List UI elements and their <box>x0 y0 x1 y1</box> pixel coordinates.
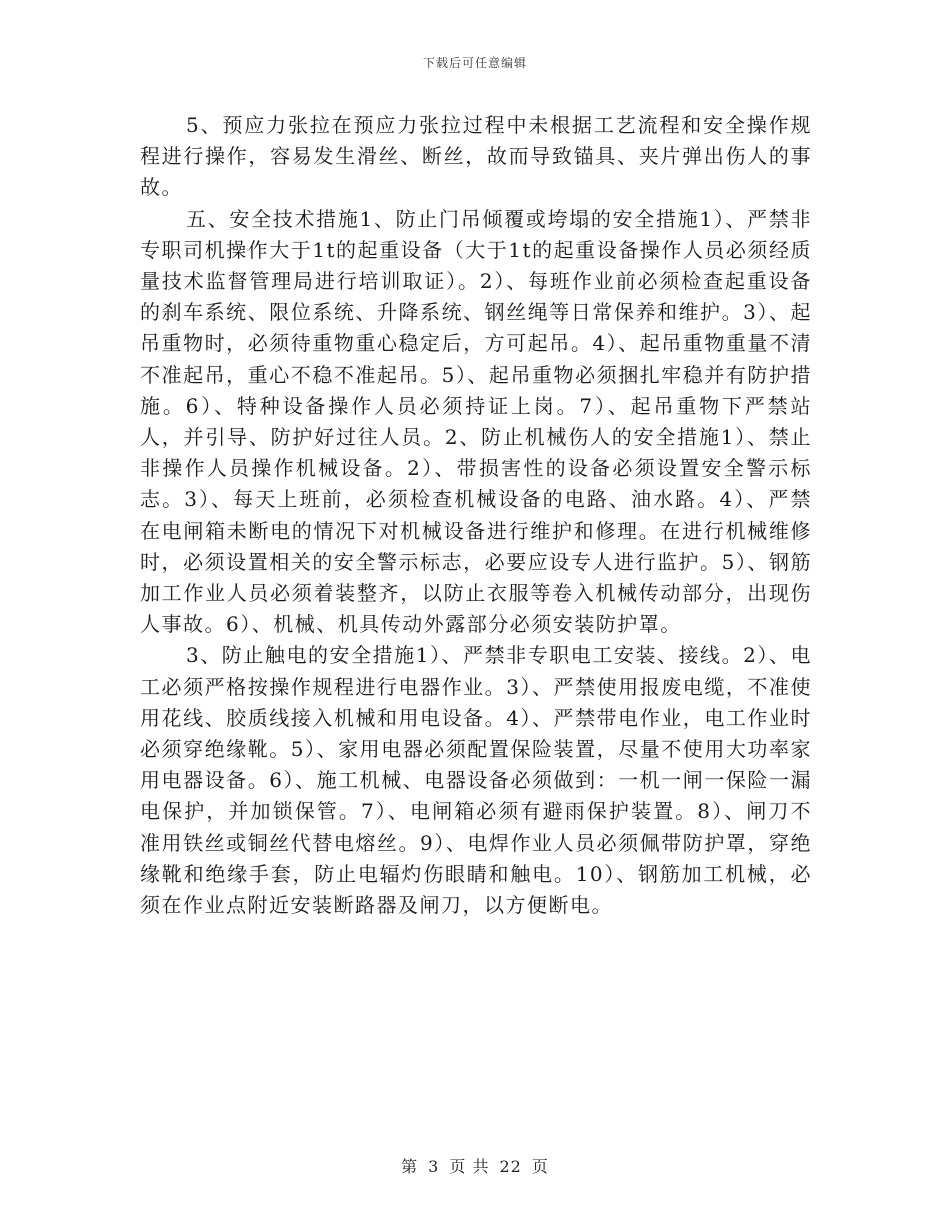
page-header: 下载后可任意编辑 <box>422 56 527 70</box>
paragraph-safety-measures: 五、安全技术措施1、防止门吊倾覆或垮塌的安全措施1）、严禁非专职司机操作大于1t的起重设备（大于1t的起重设备操作人员必须经质量技术监督管理局进行培训取证）。2）、每班作业前必须检查起重设备的刹车系统、限位系统、升降系统、钢丝绳等日常保养和维护。3）、起吊重物时，必须待重物重心稳定后，方可起吊。4）、起吊重物重量不清不准起吊，重心不稳不准起吊。5）、起吊重物必须捆扎牢稳并有防护措施。6）、特种设备操作人员必须持证上岗。7）、起吊重物下严禁站人，并引导、防护好过往人员。2、防止机械伤人的安全措施1）、禁止非操作人员操作机械设备。2）、带损害性的设备必须设置安全警示标志。3）、每天上班前，必须检查机械设备的电路、油水路。4）、严禁在电闸箱未断电的情况下对机械设备进行维护和修理。在进行机械维修时，必须设置相关的安全警示标志，必要应设专人进行监护。5）、钢筋加工作业人员必须着装整齐，以防止衣服等卷入机械传动部分，出现伤人事故。6）、机械、机具传动外露部分必须安装防护罩。 <box>140 206 812 637</box>
footer-page-number: 3 <box>428 1157 440 1176</box>
footer-prefix: 第 <box>401 1157 419 1176</box>
footer-total-pages: 22 <box>499 1157 522 1176</box>
footer-middle: 页 共 <box>449 1157 490 1176</box>
page-footer <box>0 1154 950 1177</box>
document-body <box>140 110 812 921</box>
paragraph-prestress: 5、预应力张拉在预应力张拉过程中未根据工艺流程和安全操作规程进行操作，容易发生滑丝、断丝，故而导致锚具、夹片弹出伤人的事故。 <box>140 113 812 200</box>
footer-suffix: 页 <box>531 1157 549 1176</box>
paragraph-electric-safety: 3、防止触电的安全措施1）、严禁非专职电工安装、接线。2）、电工必须严格按操作规程进行电器作业。3）、严禁使用报废电缆，不准使用花线、胶质线接入机械和用电设备。4）、严禁带电作业，电工作业时必须穿绝缘靴。5）、家用电器必须配置保险装置，尽量不使用大功率家用电器设备。6）、施工机械、电器设备必须做到：一机一闸一保险一漏电保护，并加锁保管。7）、电闸箱必须有避雨保护装置。8）、闸刀不准用铁丝或铜丝代替电熔丝。9）、电焊作业人员必须佩带防护罩，穿绝缘靴和绝缘手套，防止电辐灼伤眼睛和触电。10）、钢筋加工机械，必须在作业点附近安装断路器及闸刀，以方便断电。 <box>140 643 812 918</box>
